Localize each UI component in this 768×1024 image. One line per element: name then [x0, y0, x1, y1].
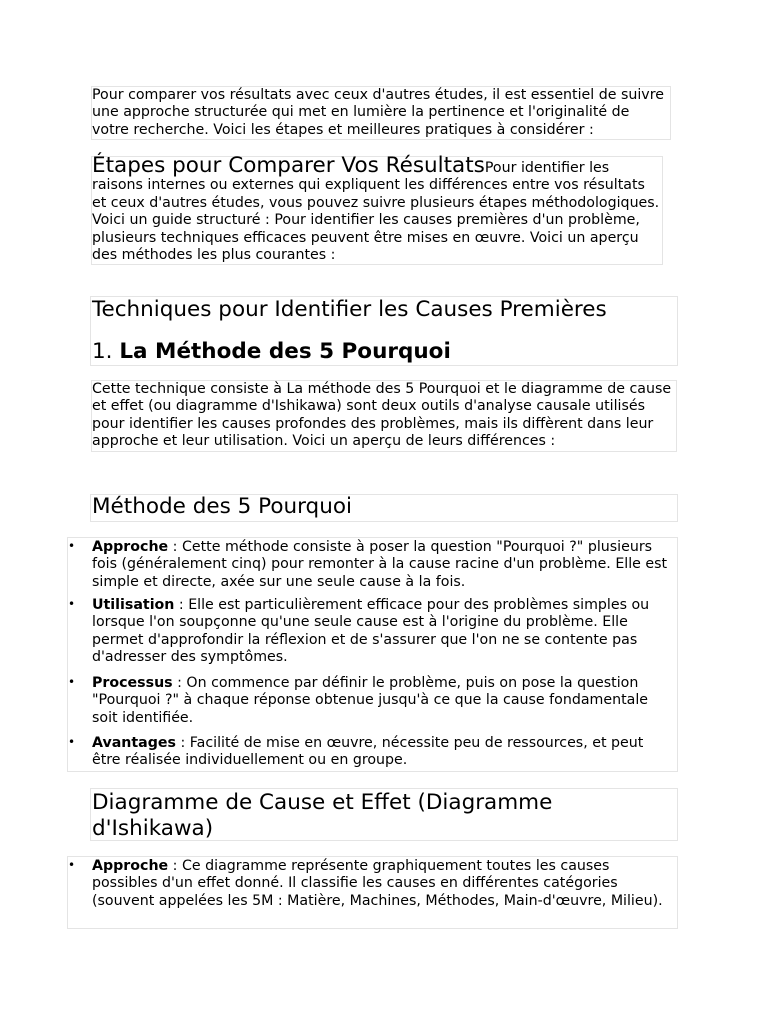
list-item: [68, 675, 676, 735]
item-text: : Cette méthode consiste à poser la question "Pourquoi ?" plusieurs fois (généralement cinq) pour remonter à la cause racine d'un problème. Elle est simple et directe, axée sur une seule cause à la fois.: [92, 539, 668, 590]
item-text: : On commence par définir le problème, puis on pose la question "Pourquoi ?" à chaque réponse obtenue jusqu'à ce que la cause fondamentale soit identifiée.: [92, 675, 649, 726]
etapes-paragraph: [92, 153, 662, 264]
list-item: [68, 735, 676, 771]
intro-text: Pour comparer vos résultats avec ceux d'autres études, il est essentiel de suivre une approche structurée qui met en lumière la pertinence et l'originalité de votre recherche. Voici les étapes et meilleures pratiques à considérer :: [92, 87, 664, 138]
item-term: Processus: [92, 675, 173, 691]
etapes-section: [91, 153, 663, 265]
techniques-sub-number: 1.: [92, 339, 113, 364]
methode5-list-box: [67, 537, 678, 772]
intro-paragraph: [91, 86, 671, 140]
bullet-icon: •: [68, 675, 76, 689]
list-item: [68, 597, 676, 675]
techniques-section: [90, 296, 678, 366]
etapes-text: Pour identifier les raisons internes ou externes qui expliquent les différences entre vos résultats et ceux d'autres études, vous pouvez suivre plusieurs étapes méthodologiques. Voici un guide structuré : Pour identifier les causes premières d'un problème, plusieurs techniques efficaces peuvent être mises en œuvre. Voici un aperçu des méthodes les plus courantes :: [92, 160, 660, 264]
item-text: : Elle est particulièrement efficace pour des problèmes simples ou lorsque l'on soupçonne qu'une seule cause est à l'origine du problème. Elle permet d'approfondir la réflexion et de s'assurer que l'on ne se contente pas d'adresser des symptômes.: [92, 597, 650, 666]
technique-text: Cette technique consiste à La méthode des 5 Pourquoi et le diagramme de cause et effet (ou diagramme d'Ishikawa) sont deux outils d'analyse causale utilisés pour identifier les causes profondes des problèmes, mais ils diffèrent dans leur approche et leur utilisation. Voici un aperçu de leurs différences :: [92, 381, 672, 450]
methode5-heading-box: [90, 494, 678, 522]
ishikawa-heading-box: [90, 788, 678, 841]
ishikawa-list-box: [67, 856, 678, 929]
item-term: Approche: [92, 539, 169, 555]
list-item: [68, 858, 676, 910]
etapes-heading: Étapes pour Comparer Vos Résultats: [92, 153, 485, 178]
methode5-list: [68, 539, 676, 771]
ishikawa-list: [68, 858, 676, 910]
methode5-heading: Méthode des 5 Pourquoi: [92, 494, 352, 519]
item-term: Utilisation: [92, 597, 175, 613]
bullet-icon: •: [68, 735, 76, 749]
technique-paragraph: [91, 380, 677, 452]
bullet-icon: •: [68, 597, 76, 611]
item-text: : Ce diagramme représente graphiquement toutes les causes possibles d'un effet donné. Il classifie les causes en différentes catégories (souvent appelées les 5M : Matière, Machines, Méthodes, Main-d'œuvre, Milieu).: [92, 858, 663, 909]
item-term: Approche: [92, 858, 169, 874]
item-term: Avantages: [92, 735, 176, 751]
techniques-sub-title: La Méthode des 5 Pourquoi: [119, 339, 451, 364]
techniques-subheading: [92, 339, 451, 365]
bullet-icon: •: [68, 539, 76, 553]
item-text: : Facilité de mise en œuvre, nécessite peu de ressources, et peut être réalisée individuellement ou en groupe.: [92, 735, 644, 769]
techniques-heading: Techniques pour Identifier les Causes Premières: [92, 297, 607, 322]
ishikawa-heading: Diagramme de Cause et Effet (Diagramme d'Ishikawa): [92, 790, 553, 841]
bullet-icon: •: [68, 858, 76, 872]
list-item: [68, 539, 676, 597]
